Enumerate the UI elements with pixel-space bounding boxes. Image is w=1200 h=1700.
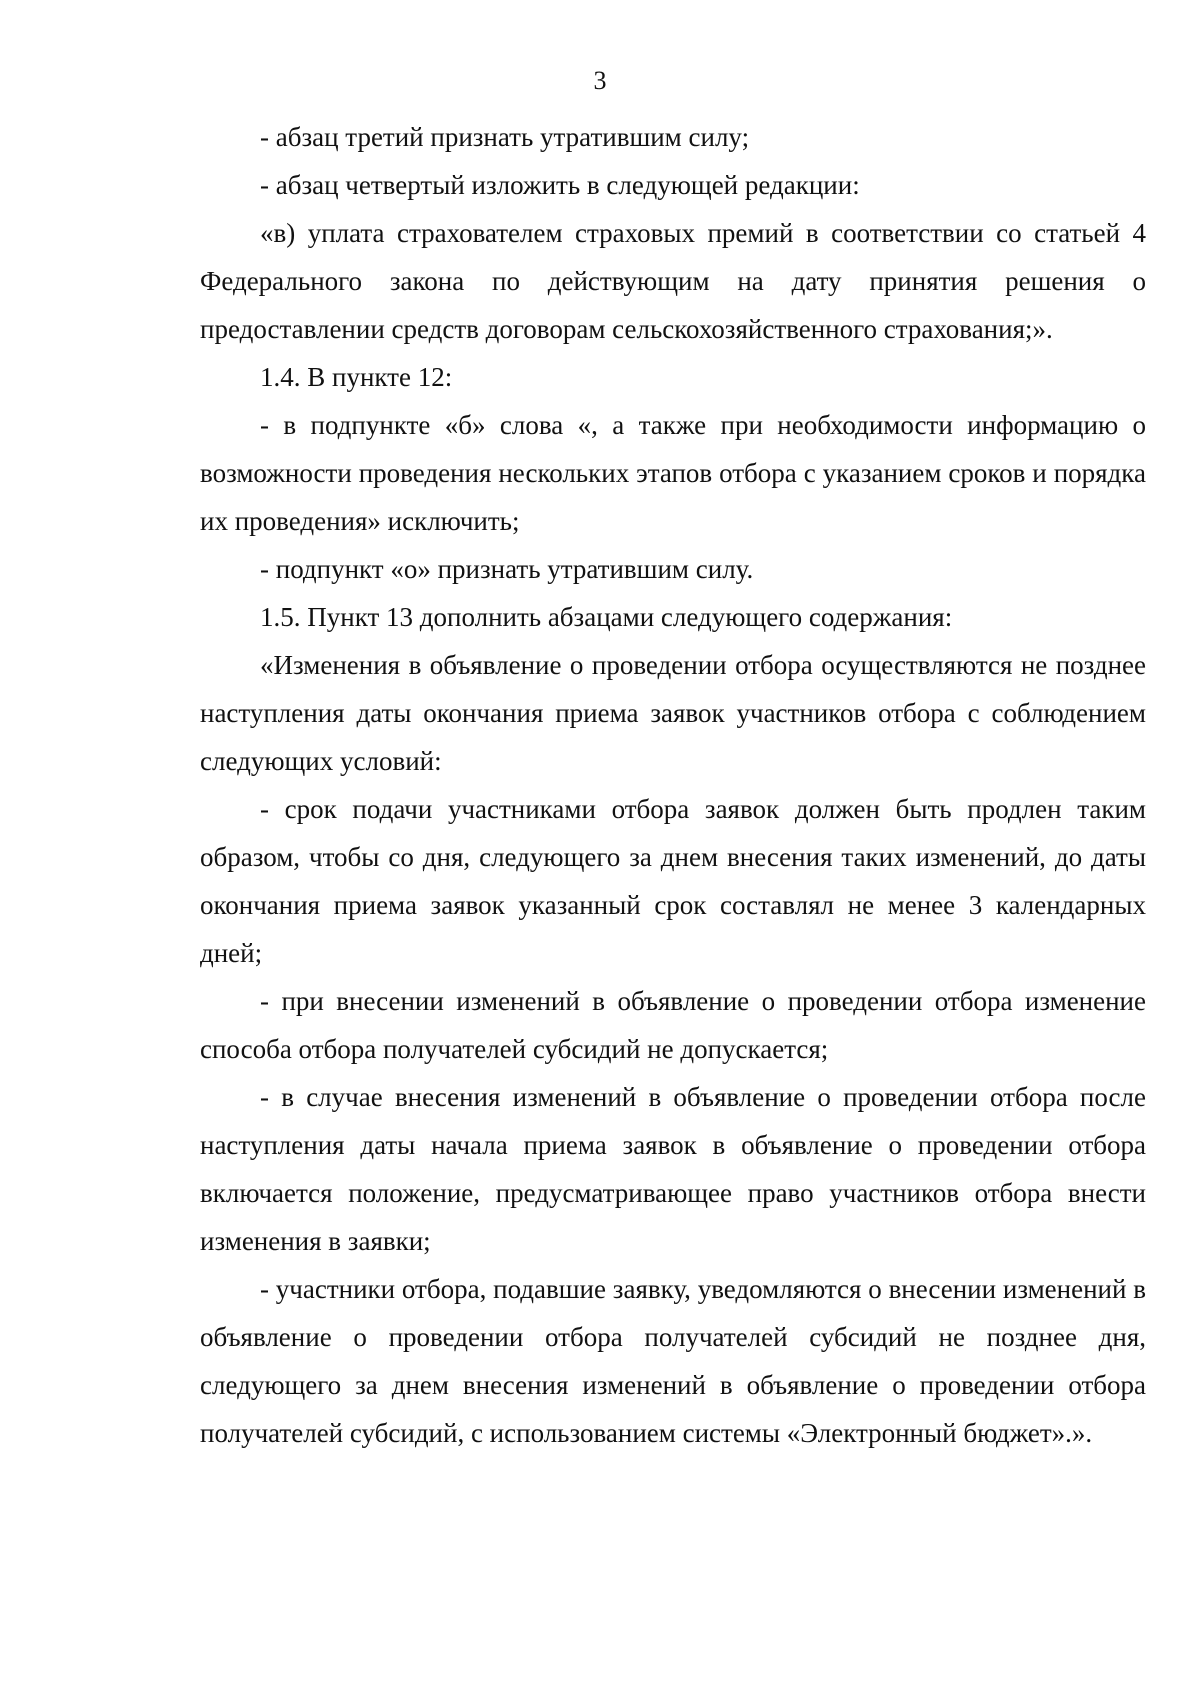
paragraph-12: - участники отбора, подавшие заявку, уведомляются о внесении изменений в объявление о проведении отбора получателей субсидий не позднее дня, следующего за днем внесения изменений в объявление о проведении отбора получателей субсидий, с использованием системы «Электронный бюджет».». [200, 1274, 1146, 1448]
page-number: 3 [593, 66, 607, 95]
paragraph-3: «в) уплата страхователем страховых премий в соответствии со статьей 4 Федерального закона по действующим на дату принятия решения о предоставлении средств договорам сельскохозяйственного страхования;». [200, 218, 1146, 344]
document-body [200, 113, 1146, 1457]
paragraph-9: - срок подачи участниками отбора заявок должен быть продлен таким образом, чтобы со дня, следующего за днем внесения таких изменений, до даты окончания приема заявок указанный срок составлял не менее 3 календарных дней; [200, 794, 1146, 968]
paragraph-4: 1.4. В пункте 12: [260, 362, 453, 392]
paragraph-2: - абзац четвертый изложить в следующей редакции: [260, 170, 860, 200]
paragraph-11: - в случае внесения изменений в объявление о проведении отбора после наступления даты начала приема заявок в объявление о проведении отбора включается положение, предусматривающее право участников отбора внести изменения в заявки; [200, 1082, 1146, 1256]
paragraph-5: - в подпункте «б» слова «, а также при необходимости информацию о возможности проведения нескольких этапов отбора с указанием сроков и порядка их проведения» исключить; [200, 410, 1146, 536]
paragraph-6: - подпункт «о» признать утратившим силу. [260, 554, 754, 584]
paragraph-10: - при внесении изменений в объявление о проведении отбора изменение способа отбора получателей субсидий не допускается; [200, 986, 1146, 1064]
paragraph-1: - абзац третий признать утратившим силу; [260, 122, 750, 152]
paragraph-8: «Изменения в объявление о проведении отбора осуществляются не позднее наступления даты окончания приема заявок участников отбора с соблюдением следующих условий: [200, 650, 1146, 776]
paragraph-7: 1.5. Пункт 13 дополнить абзацами следующего содержания: [260, 602, 953, 632]
